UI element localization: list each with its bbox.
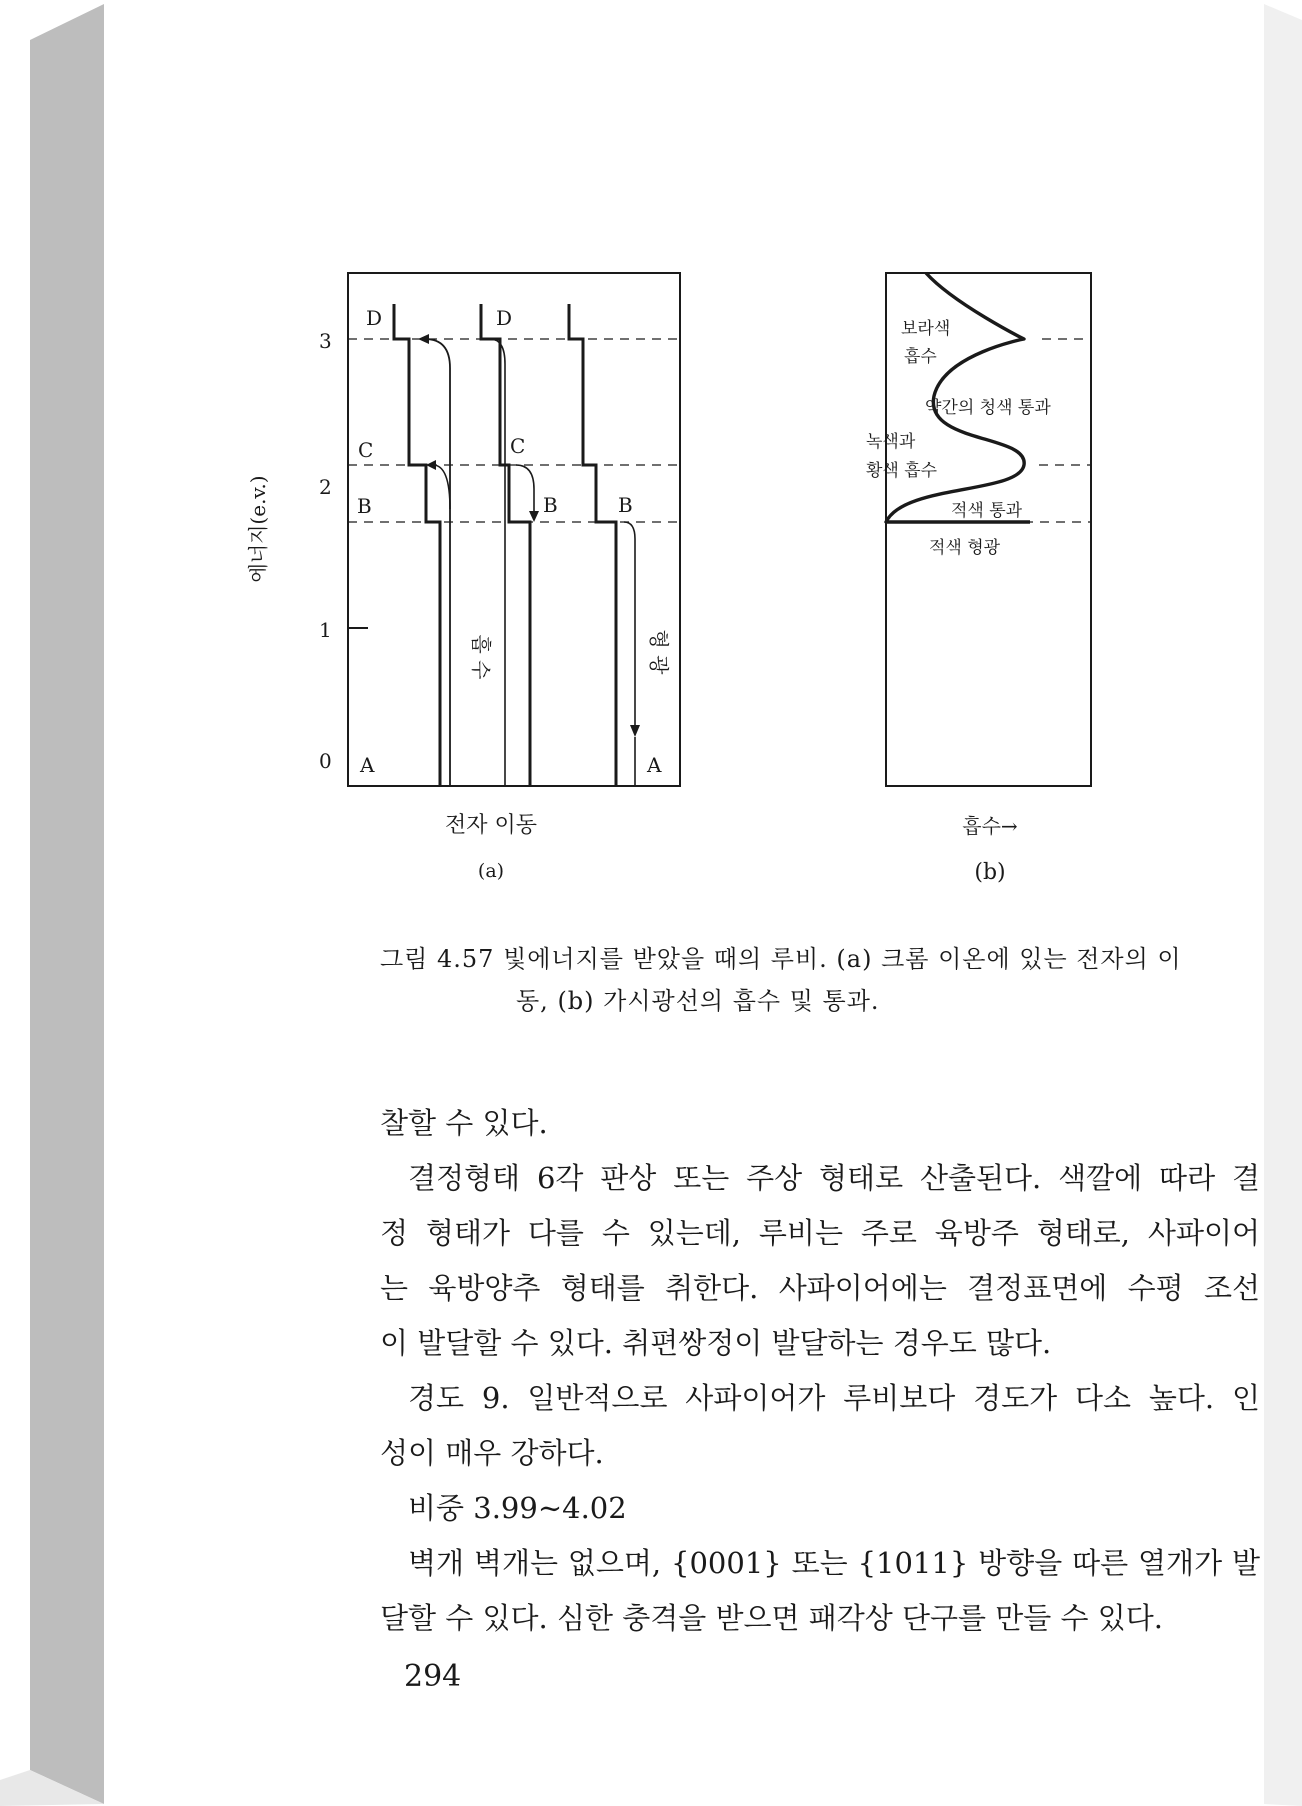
- violet-absorb-label-1: 보라색: [901, 319, 951, 339]
- level-label-c-mid: C: [510, 434, 526, 458]
- level-label-c-left: C: [358, 438, 374, 462]
- paragraph-line: 이 발달할 수 있다. 취편쌍정이 발달하는 경우도 많다.: [380, 1326, 1052, 1360]
- figure-caption: [380, 938, 1260, 1022]
- paragraph-line: 달할 수 있다. 심한 충격을 받으면 패각상 단구를 만들 수 있다.: [380, 1601, 1163, 1635]
- level-label-a-right: A: [647, 753, 662, 777]
- paragraph-line: 벽개 벽개는 없으며, {0001} 또는 {1011} 방향을 따른 열개가 발: [408, 1546, 1260, 1580]
- book-page: [104, 4, 1264, 1804]
- red-pass-label: 적색 통과: [951, 501, 1023, 521]
- page-number: 294: [404, 1659, 462, 1694]
- green-yellow-absorb-label-1: 녹색과: [866, 432, 916, 452]
- caption-line-2: 동, (b) 가시광선의 흡수 및 통과.: [516, 987, 880, 1015]
- level-label-d-left: D: [366, 306, 383, 330]
- emission-label: 형 광: [647, 629, 671, 675]
- panel-b-x-label: 흡수→: [962, 814, 1018, 838]
- paragraph-line: 결정형태 6각 판상 또는 주상 형태로 산출된다. 색깔에 따라 결: [408, 1161, 1260, 1195]
- absorption-label: 흡 수: [469, 634, 493, 680]
- paragraph-line: 정 형태가 다를 수 있는데, 루비는 주로 육방주 형태로, 사파이어: [380, 1216, 1260, 1250]
- level-label-b-left: B: [357, 494, 372, 518]
- paragraph-line: 경도 9. 일반적으로 사파이어가 루비보다 경도가 다소 높다. 인: [408, 1381, 1260, 1415]
- paragraph-line: 찰할 수 있다.: [380, 1106, 548, 1140]
- y-tick-0: 0: [319, 749, 332, 773]
- paragraph-line: 성이 매우 강하다.: [380, 1436, 604, 1470]
- green-yellow-absorb-label-2: 황색 흡수: [866, 461, 938, 481]
- caption-line-1: 그림 4.57 빛에너지를 받았을 때의 루비. (a) 크롬 이온에 있는 전자의 이: [380, 945, 1182, 973]
- level-label-b-mid: B: [543, 493, 558, 517]
- violet-absorb-label-2: 흡수: [904, 347, 937, 367]
- paragraph-line: 는 육방양추 형태를 취한다. 사파이어에는 결정표면에 수평 조선: [380, 1271, 1260, 1305]
- red-fluorescence-label: 적색 형광: [929, 538, 1001, 558]
- level-label-b-right: B: [618, 493, 633, 517]
- slight-blue-pass-label: 약간의 청색 통과: [925, 398, 1051, 418]
- level-label-d-mid: D: [496, 306, 513, 330]
- panel-a-x-label: 전자 이동: [444, 813, 538, 838]
- y-tick-3: 3: [319, 329, 332, 353]
- y-tick-1: 1: [319, 618, 332, 642]
- figure-4-57: [104, 4, 1264, 924]
- panel-a-label: (a): [477, 860, 505, 882]
- body-text: [380, 1096, 1260, 1646]
- y-tick-2: 2: [319, 475, 332, 499]
- y-axis-label: 에너지(e.v.): [246, 475, 270, 583]
- panel-a-diagram: [348, 273, 680, 786]
- paragraph-line: 비중 3.99∼4.02: [408, 1491, 627, 1525]
- level-label-a-left: A: [360, 753, 375, 777]
- panel-b-label: (b): [974, 860, 1006, 885]
